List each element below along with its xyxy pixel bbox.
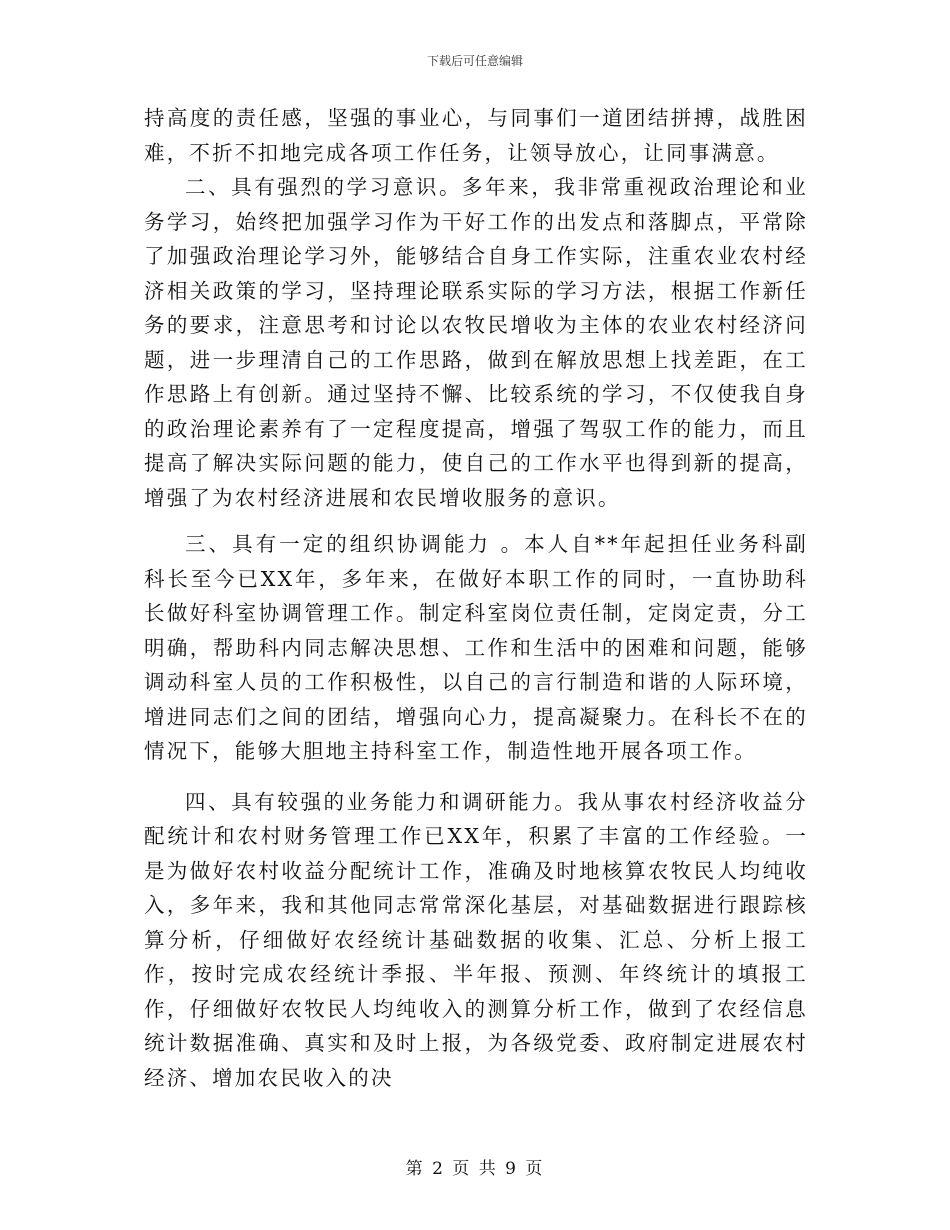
paragraph-business-ability: 四、具有较强的业务能力和调研能力。我从事农村经济收益分配统计和农村财务管理工作已XX年，积累了丰富的工作经验。一是为做好农村收益分配统计工作，准确及时地核算农牧民人均纯收入，多年来，我和其他同志常常深化基层，对基础数据进行跟踪核算分析，仔细做好农经统计基础数据的收集、汇总、分析上报工作，按时完成农经统计季报、半年报、预测、年终统计的填报工作，仔细做好农牧民人均纯收入的测算分析工作，做到了农经信息统计数据准确、真实和及时上报，为各级党委、政府制定进展农村经济、增加农民收入的决 — [144, 789, 808, 1090]
page-header-note: 下载后可任意编辑 — [426, 54, 523, 68]
page-number-footer: 第 2 页 共 9 页 — [405, 1159, 545, 1179]
paragraph-coordination-ability: 三、具有一定的组织协调能力 。本人自**年起担任业务科副科长至今已XX年，多年来，在做好本职工作的同时，一直协助科长做好科室协调管理工作。制定科室岗位责任制，定岗定责，分工明确，帮助科内同志解决思想、工作和生活中的困难和问题，能够调动科室人员的工作积极性，以自己的言行制造和谐的人际环境，增进同志们之间的团结，增强向心力，提高凝聚力。在科长不在的情况下，能够大胆地主持科室工作，制造性地开展各项工作。 — [144, 532, 808, 763]
paragraph-continuation: 持高度的责任感，坚强的事业心，与同事们一道团结拼搏，战胜困难，不折不扣地完成各项工作任务，让领导放心，让同事满意。 — [144, 106, 808, 165]
document-body — [144, 101, 808, 1095]
paragraph-learning-awareness: 二、具有强烈的学习意识。多年来，我非常重视政治理论和业务学习，始终把加强学习作为干好工作的出发点和落脚点，平常除了加强政治理论学习外，能够结合自身工作实际，注重农业农村经济相关政策的学习，坚持理论联系实际的学习方法，根据工作新任务的要求，注意思考和讨论以农牧民增收为主体的农业农村经济问题，进一步理清自己的工作思路，做到在解放思想上找差距，在工作思路上有创新。通过坚持不懈、比较系统的学习，不仅使我自身的政治理论素养有了一定程度提高，增强了驾驭工作的能力，而且提高了解决实际问题的能力，使自己的工作水平也得到新的提高，增强了为农村经济进展和农民增收服务的意识。 — [144, 175, 808, 510]
